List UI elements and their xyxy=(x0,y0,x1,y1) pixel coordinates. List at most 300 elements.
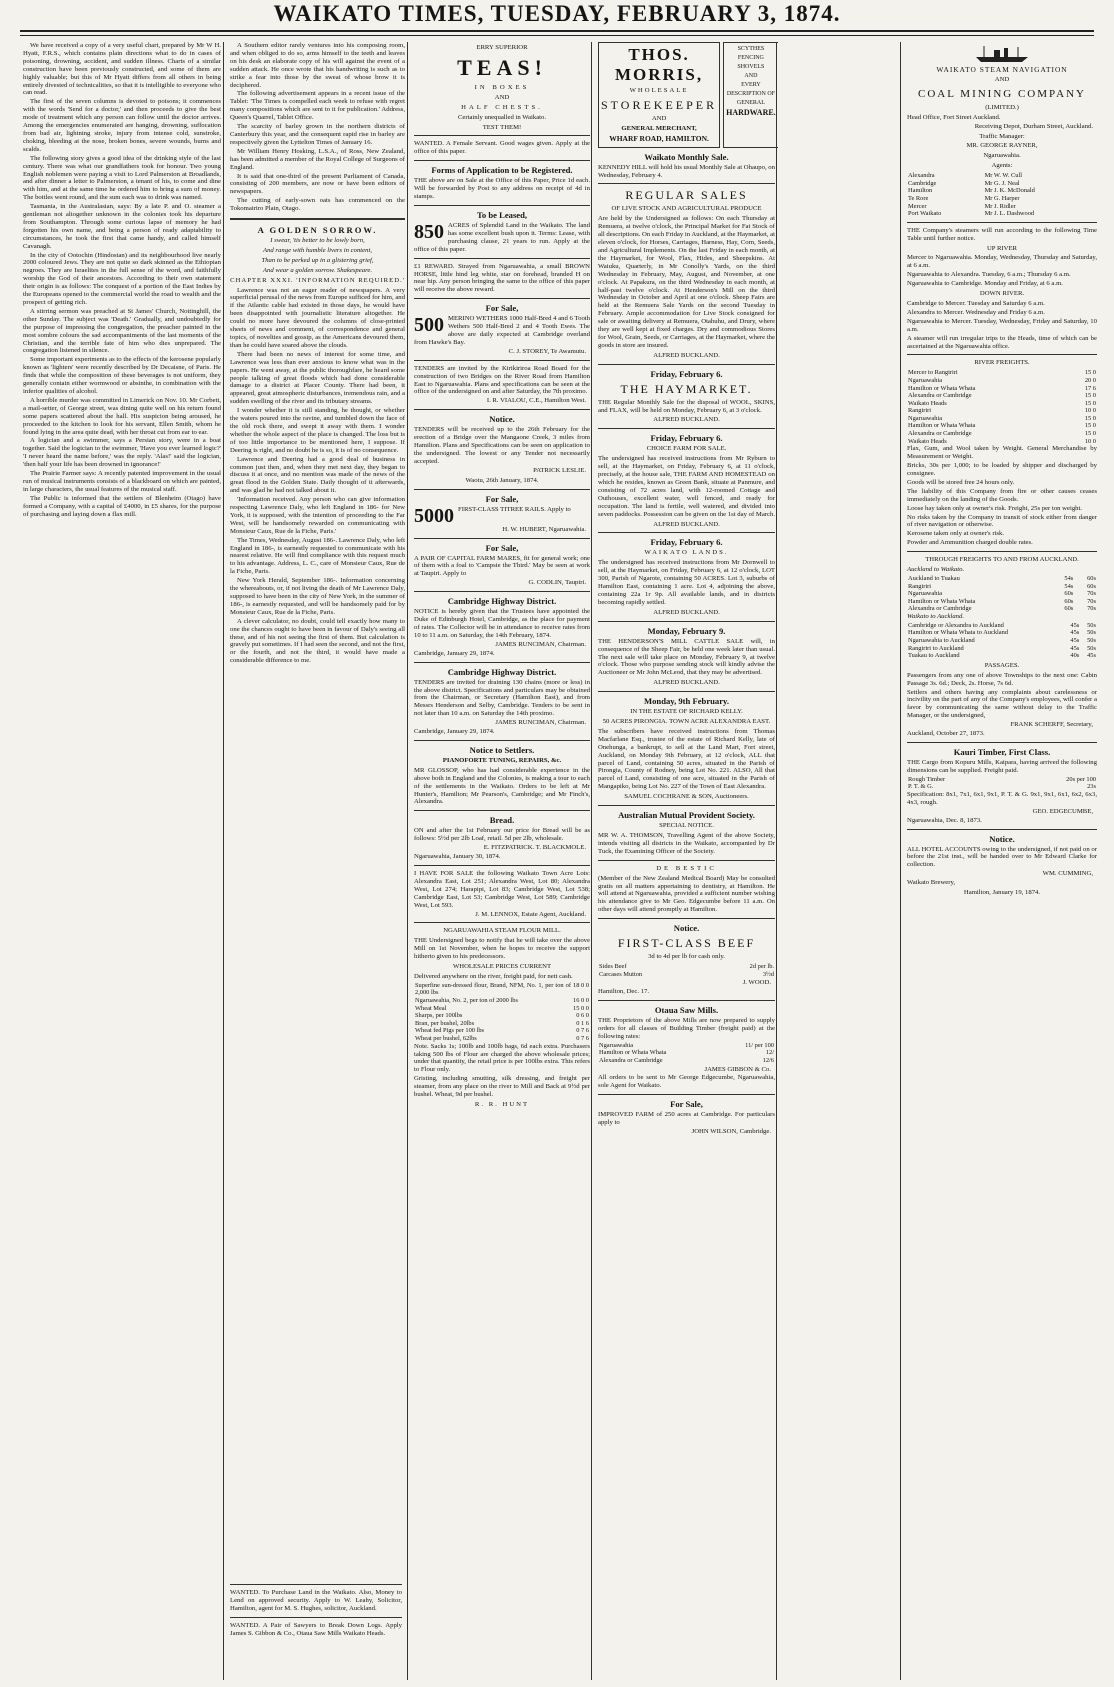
table-row xyxy=(414,997,590,1005)
ad-divider xyxy=(598,860,775,861)
ad-title: For Sale, xyxy=(485,542,519,553)
company-title: WAIKATO STEAM NAVIGATION xyxy=(936,65,1068,74)
through-heading: THROUGH FREIGHTS TO AND FROM AUCKLAND. xyxy=(925,556,1079,564)
through-route: Tuakau to Auckland xyxy=(908,652,960,660)
ad-body: Delivered anywhere on the river, freight paid, for nett cash. xyxy=(414,972,573,980)
sale-date: Friday, February 6. xyxy=(650,433,723,444)
agents-label: Agents: xyxy=(991,162,1013,170)
scythe-word: AND xyxy=(744,73,758,79)
through-measure: 45s xyxy=(1070,621,1080,629)
ad-title: Cambridge Highway District. xyxy=(447,596,557,607)
kauri-rates xyxy=(907,776,1097,791)
ad-subtitle: PIANOFORTE TUNING, REPAIRS, &c. xyxy=(442,756,562,764)
ad-divider xyxy=(230,1584,402,1585)
tender-ad: TENDERS are invited by the Kirikiriroa Road Board for the construction of two Bridges on the River Road from Hamilton East to Ngaruawahia. Plans and specifications can be seen at the office of the undersigned on and after Saturday, the 7th proximo. xyxy=(414,364,590,396)
table-row xyxy=(907,605,1097,613)
ad-body: MERINO WETHERS 1000 Half-Bred 4 and 6 Tooth Wethers 500 Half-Bred 2 and 4 Tooth Ewes. The above are daily expected at Cambridge overland from Hawke's Bay. xyxy=(414,315,590,346)
table-row xyxy=(907,415,1097,423)
table-row xyxy=(907,652,1097,660)
column-2 xyxy=(227,42,408,1682)
ad-title: Notice to Settlers. xyxy=(469,744,535,755)
scythe-word: FENCING xyxy=(737,55,764,61)
price-value: 0 6 0 xyxy=(576,1012,589,1020)
price-value: 18 0 0 xyxy=(573,981,589,989)
ad-subtitle: 3d to 4d per lb for cash only. xyxy=(648,953,725,961)
rails-number: 5000 xyxy=(414,504,454,527)
article-paragraph: The following advertisement appears in a recent issue of the Tablet: 'The Times is compelled each week to refuse with regret many compositions which are sent to it for publication.' Address, Queen's Quarrel, Tablet Office. xyxy=(230,90,405,122)
freight-rate: 10 0 xyxy=(1084,437,1096,445)
ad-divider xyxy=(230,1617,402,1618)
story-paragraph: A clever calculator, no doubt, could tell exactly how many to one the chances ought to have been in favour of Daly's seeing all these, and of his not seeing the first of them. But calculation is gravely put sometimes. If I had seen the second, and not the first, or the fourth, and not the third, it would have made a considerable difference to me. xyxy=(230,617,405,665)
timetable-line: A steamer will run irregular trips to the Heads, time of which can be ascertained at the Ngaruawahia office. xyxy=(907,334,1097,350)
freight-route: Waikato Heads xyxy=(908,399,947,407)
table-row xyxy=(907,637,1097,645)
sale-venue: THE HAYMARKET. xyxy=(620,381,753,396)
ad-divider xyxy=(907,551,1097,552)
timetable-heading: UP RIVER xyxy=(986,244,1018,252)
freight-route: Hamilton or Whata Whata xyxy=(908,384,976,392)
reward-ad: £1 REWARD. Strayed from Ngaruawahia, a small BROWN HORSE, little hind leg white, star on forehead, branded H on near hip. Any person bringing the same to the office of this paper will receive the above reward. xyxy=(414,262,590,294)
hardware-label: HARDWARE. xyxy=(726,108,776,117)
ad-divider xyxy=(414,409,590,410)
table-row xyxy=(907,369,1097,377)
ad-body: (Member of the New Zealand Medical Board) May be consulted gratis on all matters appertaining to dentistry, at Hamilton. He will attend at Ngaruawahia, provided a sufficient number wishing his attendance give to Mr Geo. Edgecumbe before 11 a.m. On other days will attend promptly at Hamilton. xyxy=(598,874,775,914)
table-row xyxy=(907,195,1097,203)
ad-title: For Sale, xyxy=(485,493,519,504)
auctioneer-name: ALFRED BUCKLAND. xyxy=(653,608,720,616)
ad-divider xyxy=(598,1094,775,1095)
agent-place: Te Rore xyxy=(908,194,929,202)
ad-divider xyxy=(598,621,775,622)
price-item: Wheat fed Pigs per 100 lbs xyxy=(415,1027,485,1035)
ad-body: Are held by the Undersigned as follows: On each Thursday at Remuera, at twelve o'clock, the Principal Market for Fat Stock of all descriptions. On each Friday in Auckland, at the Haymarket, at eleven o'clock, for Horses, Carriages, Harness, Hay, Corn, Seeds, and Agricultural Implements. On the last Friday in each month, at the Haymarket, for Wool, Flax, Hides, and Sheepskins. At Waiuku, Quarterly, in Mr Conolly's Yards, on the third Wednesday in February, May, August, and November, at one o'clock. At Papakura, on the third Wednesday in each month, at half-past twelve o'clock. At Henderson's Mill on the third Wednesday in October and April at one o'clock. Sheep Fairs are held at the Remuera Sale Yards on the second Tuesday in February. Ample accommodation for Live Stock consigned for sale or awaiting delivery at Remuera, Otahuhu, and Drury, where they are well kept at fixed charges. Dry and commodious Stores for Wool, Grain, Seeds, or Carriages, at the Haymarket, where the goods in store are insured. xyxy=(598,215,775,349)
table-row xyxy=(598,1049,775,1057)
through-weight: 70s xyxy=(1087,605,1096,613)
freight-rate: 10 0 xyxy=(1084,407,1096,415)
ad-divider xyxy=(907,742,1097,743)
wanted-ad: WANTED. A Female Servant. Good wages given. Apply at the office of this paper. xyxy=(414,140,590,156)
article-paragraph: A logician and a swimmer, says a Persian story, were in a boat together. Said the logician to the swimmer, 'Have you ever learned logic?' 'I never heard the name before,' was the reply. 'Alas!' said the logician, 'then half your life has been drowned in ignorance!' xyxy=(23,437,221,469)
table-row xyxy=(414,1020,590,1028)
wanted-ad: WANTED. To Purchase Land in the Waikato. Also, Money to Lend on approved security. Apply to W. Leahy, Solicitor, Hamilton, agent for M. S. Hughes, solicitor, Auckland. xyxy=(230,1589,402,1612)
freight-note: The liability of this Company from fire or other causes ceases immediately on the landing of the Goods. xyxy=(907,487,1097,503)
ad-title: For Sale, xyxy=(670,1099,703,1110)
table-row xyxy=(907,590,1097,598)
column-3 xyxy=(411,42,593,1682)
ad-body: Note. Sacks 1s; 100lb and 100lb bags, 6d each extra. Purchasers taking 500 lbs of Flour are charged the above wholesale prices; under that quantity, the retail price is per 100lbs extra. This refers to Flour only. xyxy=(414,1042,590,1074)
ad-body: NOTICE is hereby given that the Trustees have appointed the Duke of Edinburgh Hotel, Cambridge, as the place for payment of rates. The Collector will be in attendance to receive rates from 10 to 11 a.m. on Saturday, the 14th February, 1874. xyxy=(414,608,590,639)
manager-name: MR. GEORGE RAYNER, xyxy=(966,142,1038,150)
ad-signature: JAMES GIBBON & Co. xyxy=(704,1065,771,1073)
table-row xyxy=(907,622,1097,630)
freight-route: Ngaruawahia xyxy=(908,414,943,422)
sale-date: Friday, February 6. xyxy=(650,368,723,379)
ad-title: Bread. xyxy=(489,815,515,826)
company-coal: COAL MINING COMPANY xyxy=(918,87,1086,100)
ad-body: A PAIR OF CAPITAL FARM MARES, fit for general work; one of them with a foal to 'Campsie the Third.' May be seen at work at Taupiri. Apply to xyxy=(414,554,590,578)
ad-body: The undersigned has received instructions from Mr Dornwell to sell, at the Haymarket, on Friday, February 6, at 12 o'clock, LOT 300, Parish of Ngarote, containing 50 ACRES. Lot 3, suburbs of Hamilton East, containing 1 acre. Lot 4, adjoining the above, containing 22a 1r 9p. All available lands, and in districts becoming rapidly settled. xyxy=(598,559,775,606)
rate-place: Hamilton or Whata Whata xyxy=(599,1049,667,1057)
table-row xyxy=(907,400,1097,408)
ad-date: Cambridge, January 29, 1874. xyxy=(414,649,495,657)
agent-name: Mr J. L. Dashwood xyxy=(984,210,1035,218)
through-subheading: Waikato to Auckland. xyxy=(907,612,965,620)
table-row xyxy=(907,377,1097,385)
table-row xyxy=(907,583,1097,591)
ad-signature: J. WOOD. xyxy=(742,979,771,987)
through-weight: 50s xyxy=(1087,637,1096,644)
kauri-item: Rough Timber xyxy=(908,775,946,783)
through-measure: 60s xyxy=(1064,605,1074,613)
ad-body: Specification: 8x1, 7x1, 6x1, 9x1, P. T. & G. 9x1, 9x1, 6x1, 6x2, 6x3, 4x3, rough. xyxy=(907,790,1097,806)
morris-ad xyxy=(598,42,720,148)
price-value: 0 7 6 xyxy=(576,1035,589,1043)
agent-name: Mr G. Harper xyxy=(984,194,1020,202)
ad-signature: G. CODLIN, Taupiri. xyxy=(528,579,586,587)
ad-title: To be Leased, xyxy=(476,209,528,220)
poem-line: Than to be perked up in a glistering grief, xyxy=(261,256,374,264)
beef-price: 3½d xyxy=(762,970,774,978)
ad-divider xyxy=(598,364,775,365)
ad-signature: H. W. HUBERT, Ngaruawahia. xyxy=(502,525,586,533)
ad-body: THE Cargo from Kopuru Mills, Kaipara, having arrived the following dimensions can be supplied. Freight paid. xyxy=(907,758,1097,774)
ad-body: FIRST-CLASS TITREE RAILS. Apply to xyxy=(458,505,571,513)
kauri-price: 23s xyxy=(1087,783,1096,791)
through-weight: 50s xyxy=(1087,644,1096,652)
ad-date: Auckland, October 27, 1873. xyxy=(907,730,985,738)
ad-body: TENDERS will be received up to the 26th February for the erection of a Bridge over the Mangaone Creek, 3 miles from Hamilton. Plans and Specifications can be seen on application to the undersigned. The lowest or any Tender not necessarily accepted. xyxy=(414,426,590,465)
chapter-heading: CHAPTER XXXI. 'INFORMATION REQUIRED.' xyxy=(230,276,405,284)
freight-rate: 15 0 xyxy=(1084,392,1096,400)
passages-heading: PASSAGES. xyxy=(984,661,1020,669)
table-row xyxy=(907,783,1097,791)
price-item: Wheat Meal xyxy=(415,1004,447,1012)
ad-body: The subscribers have received instructions from Thomas Macfarlane Esq., trustee of the estate of Richard Kelly, late of Onehunga, a bankrupt, to sell at the Land Mart, Fort street, Auckland, on Monday 9th February, at 12 o'clock, ALL that parcel of Land, containing 50 acres, situated in the Parish of Pirongia, County of Rodney, being Lot No. 221. ALSO, All that parcel of Land, consisting of one acre, situated in the Parish of Mangapiko, being Lot No. 227 of the Town of East Alexandra. xyxy=(598,727,775,791)
ad-title: Notice. xyxy=(989,833,1015,844)
agent-place: Mercer xyxy=(908,202,927,210)
ad-signature: SAMUEL COCHRANE & SON, Auctioneers. xyxy=(624,793,749,801)
wanted-ads-block xyxy=(230,1580,402,1639)
sale-date: Monday, February 9. xyxy=(647,625,726,636)
ad-divider xyxy=(414,160,590,161)
article-paragraph: A Southern editor rarely ventures into his composing room, and when obliged to do so, arms himself to the teeth and leaves on his desk an elaborate copy of his will against the event of a sudden attack. He once wrote that his handwriting is such as to strike a fear into those by the sweat of whose brow it is deciphered. xyxy=(230,42,405,89)
agent-name: Mr W. W. Cull xyxy=(984,172,1023,180)
ad-body: I HAVE FOR SALE the following Waikato Town Acre Lots: Alexandra East, Lot 251; Alexandra West, Lot 80; Alexandra West, Lot 274; Harapipi, Lot 83; Cambridge West, Lot 538; Cambridge East, Lot 53; Cambridge West, Lot 589; Cambridge West, Lot 593. xyxy=(414,870,590,909)
ad-divider xyxy=(414,662,590,663)
ad-divider xyxy=(414,258,590,259)
through-measure: 60s xyxy=(1064,597,1074,605)
scythe-word: SHOVELS xyxy=(737,64,765,70)
ad-divider xyxy=(598,183,775,184)
ad-title: Australian Mutual Provident Society. xyxy=(618,810,755,821)
story-paragraph: There had been no news of interest for some time, and Lawrence was less than ever anxious to know what was in the papers. He went away, at the public thoroughfare, he heard some people talking of great floods which had done considerable damage to a district at Placer County. There had been, it appeared, great atmospheric disturbances, tremendous rain, and a sudden swelling of the river and its tributary streams. xyxy=(230,350,405,406)
merchant-address: WHARF ROAD, HAMILTON. xyxy=(609,133,709,143)
table-row xyxy=(907,430,1097,438)
article-paragraph: The cutting of early-sown oats has commenced on the Tokomairiro Plain, Otago. xyxy=(230,197,405,213)
teas-headline: TEAS! xyxy=(457,54,547,80)
ad-date: Cambridge, January 29, 1874. xyxy=(414,728,495,736)
ad-title: For Sale, xyxy=(485,303,519,314)
ad-divider xyxy=(414,865,590,866)
ad-divider xyxy=(414,205,590,206)
company-limited: (LIMITED.) xyxy=(985,103,1019,111)
through-measure: 45s xyxy=(1070,644,1080,652)
ad-place: Waikato Brewery, xyxy=(907,879,956,887)
auctioneer-name: ALFRED BUCKLAND. xyxy=(653,679,720,687)
table-row xyxy=(907,203,1097,211)
teas-note: Certainly unequalled in Waikato. xyxy=(457,113,547,121)
ad-divider xyxy=(414,489,590,490)
teas-line: AND xyxy=(494,93,510,101)
beef-item: Carcases Mutton xyxy=(599,970,643,978)
freight-note: Loose hay taken only at owner's risk. Freight, 25s per ton weight. xyxy=(907,504,1083,512)
article-paragraph: A horrible murder was committed in Limerick on Nov. 10. Mr Corbett, a mail-setter, of George street, was dining quite well on his return found some papers scattered about the hall. His suspicion being aroused, he proceeded to the kitchen to look for his servant, Ellen Smith, whom he found lying in the area quite dead, with her throat cut from ear to ear. xyxy=(23,396,221,436)
price-item: Bran, per bushel, 20lbs xyxy=(415,1019,475,1027)
through-weight: 50s xyxy=(1087,629,1096,637)
ad-body: ACRES of Splendid Land in the Waikato. The land has some excellent bush upon it. Terms: Lease, with purchasing clause, 21 years to run. Apply at the office of this paper. xyxy=(414,221,590,253)
freight-note: Kerosene taken only at owner's risk. xyxy=(907,530,1005,538)
table-row xyxy=(907,172,1097,180)
company-and: AND xyxy=(994,75,1010,83)
ad-title: Forms of Application to be Registered. xyxy=(431,165,573,176)
freight-route: Waikato Heads xyxy=(908,437,947,445)
article-paragraph: Tasmania, in the Australasian, says: By a late P. and O. steamer a gentleman not altogether unknown in the colonies took his departure from Southampton. Through some curious lapse of memory he had forgotten his own name, and being a person of ready adaptability to circumstances, he took the first that came handy, and called himself Cavanagh. xyxy=(23,203,221,250)
ad-body: THE Proprietors of the above Mills are now prepared to supply orders for all classes of Building Timber (freight paid) at the following rates: xyxy=(598,1017,775,1040)
ad-divider xyxy=(598,428,775,429)
scythe-word: EVERY DESCRIPTION OF xyxy=(726,82,775,97)
through-measure: 45s xyxy=(1070,637,1080,644)
article-paragraph: Some important experiments as to the effects of the kerosene popularly known as 'lighters' were recently described by Dr Decaisne, of Paris. He finds that while the composition of these beverages is not uniform, they generally contain either wormwood or absinthe, in combination with the inferior qualities of alcohol. xyxy=(23,356,221,395)
through-measure: 45s xyxy=(1070,629,1080,637)
ad-subtitle: WAIKATO LANDS. xyxy=(644,549,729,557)
teas-header: ERRY SUPERIOR xyxy=(476,44,528,51)
through-weight: 60s xyxy=(1087,582,1096,590)
ad-divider xyxy=(598,805,775,806)
kauri-item: P. T. & G. xyxy=(908,783,934,791)
rate-value: 11/ per 100 xyxy=(745,1041,774,1049)
freight-route: Hamilton or Whata Whata xyxy=(908,422,976,430)
kauri-price: 20s per 100 xyxy=(1066,775,1096,783)
ad-divider xyxy=(414,135,590,136)
ad-date: Hamilton, January 19, 1874. xyxy=(963,889,1041,897)
ad-body: The undersigned has received instructions from Mr Ryburn to sell, at the Haymarket, on Friday, February 6, at 11 o'clock, precisely, at the house sale, THE FARM AND HOMESTEAD on which he resides, known as Green Bank, situate at Panmure, and consisting of 72 acres land, with 12-roomed Cottage and Outhouses, excellent water, well fenced, and ready for occupation. The land is fertile, well watered, and divided into seven paddocks. Possession can be given on the 1st day of March. xyxy=(598,455,775,518)
table-row xyxy=(598,963,775,971)
freight-note: Powder and Ammunition charged double rates. xyxy=(907,539,1033,547)
through-weight: 60s xyxy=(1087,574,1096,582)
rate-value: 12/6 xyxy=(762,1056,774,1064)
through-subheading: Auckland to Waikato. xyxy=(907,566,965,574)
story-paragraph: Lawrence and Deering had a good deal of business in common just then, and, when they met next day, they began to discuss it at once, and no mention was made of the news of the great flood in the Golden State. Daily thought of it afterwards, and was glad he had not talked about it. xyxy=(230,455,405,495)
masthead-title: WAIKATO TIMES, TUESDAY, FEBRUARY 3, 1874. xyxy=(273,1,841,26)
head-office: Head Office, Fort Street Auckland. xyxy=(907,113,1001,121)
timetable-line: Mercer to Ngaruawahia. Monday, Wednesday, Thursday and Saturday, at 6 a.m. xyxy=(907,254,1097,270)
timetable-line: Ngaruawahia to Alexandra. Tuesday, 6 a.m.; Thursday 6 a.m. xyxy=(907,271,1071,279)
ad-date: Ngaruawahia, Dec. 8, 1873. xyxy=(907,816,982,824)
freight-route: Alexandra or Cambridge xyxy=(908,430,972,438)
timetable-line: Alexandra to Mercer. Wednesday and Friday 6 a.m. xyxy=(907,308,1045,316)
article-paragraph: The first of the seven columns is devoted to poisons; it commences with the words 'Send for a doctor,' and then proceeds to give the best mode of treatment which any person can follow until the doctor arrives. Among the emergencies enumerated are hanging, drowning, suffocation from bad air, lightning stroke, injury from intense cold, sunstroke, choking, bleeding at the nose, broken bones, severe wounds, burns and scalds. xyxy=(23,98,221,153)
agent-place: Hamilton xyxy=(908,187,933,195)
scythe-word: GENERAL xyxy=(736,100,765,106)
rate-value: 12/ xyxy=(765,1049,774,1057)
table-row xyxy=(414,1035,590,1043)
column-1 xyxy=(20,42,224,1682)
lease-number: 850 xyxy=(414,220,444,243)
beef-price: 2d per lb. xyxy=(749,963,774,971)
ad-body: All orders to be sent to Mr George Edgecumbe, Ngaruawahia, sole Agent for Waikato. xyxy=(598,1074,775,1090)
column-4 xyxy=(595,42,778,1682)
agent-name: Mr J. Ridler xyxy=(984,202,1016,210)
ad-divider xyxy=(414,810,590,811)
agent-place: Port Waikato xyxy=(908,210,942,218)
story-paragraph: New York Herald, September 186-. Information concerning the whereabouts, or, if not living the death of Mr Lawrence Daly, supposed to have been in the city of New York, in the summer of 186-, is earnestly requested, and will be handsomely paid for by Monsieur Caux, Rue de la Fiche, Paris. xyxy=(230,577,405,616)
through-from-table xyxy=(907,622,1097,660)
price-value: 0 7 6 xyxy=(576,1027,589,1035)
ad-date: Hamilton, Dec. 17. xyxy=(598,988,650,996)
article-paragraph: In the city of Ootochin (Hindostan) and its neighbourhood live nearly 2000 coloured Jews. They are not quite so dark skinned as the Ethiopian negroes. They are Israelites in the full sense of the word, and faithfully worship the God of their ancestors. According to their own statement their origin is as follows: The conquest of a portion of the East Indies by the Europeans opened to the commercial world the road to wealth and the prospect of getting rich. xyxy=(23,251,221,306)
ad-title: DE BESTIC xyxy=(656,864,717,872)
ad-body: THE HENDERSON'S MILL CATTLE SALE will, in consequence of the Sheep Fair, be held one week later than usual. The next sale will take place on Monday, February 9, at twelve o'clock. Those who purpose sending stock will kindly advise the Auctioneer or Mr John McLeod, that they may be advertised. xyxy=(598,637,775,677)
ad-title: REGULAR SALES xyxy=(625,188,748,203)
table-row xyxy=(414,1027,590,1035)
ad-signature: I. R. VIALOU, C.E., Hamilton West. xyxy=(486,397,586,405)
price-item: Superfine sun-dressed flour, Brand, NFM, No. 1, per ton of 2,000 lbs xyxy=(415,981,572,997)
ad-body: KENNEDY HILL will hold his usual Monthly Sale at Ohaupo, on Wednesday, February 4. xyxy=(598,163,775,179)
ad-divider xyxy=(414,538,590,539)
freight-rate: 20 0 xyxy=(1084,376,1096,384)
through-route: Rangiriri to Auckland xyxy=(908,644,964,652)
article-paragraph: The Prairie Farmer says: A recently patented improvement in the usual run of musical instruments consists of a blackboard on which are painted, in large characters, the usual features of the musical staff. xyxy=(23,470,221,493)
through-measure: 40s xyxy=(1070,652,1080,660)
ad-body: THE Regular Monthly Sale for the disposal of WOOL, SKINS, and FLAX, will be held on Monday, February 6, at 3 o'clock. xyxy=(598,398,775,414)
auctioneer-name: ALFRED BUCKLAND. xyxy=(653,520,720,528)
ad-signature: E. FITZPATRICK. T. BLACKMOLE. xyxy=(483,844,586,852)
manager-place: Ngaruawahia. xyxy=(983,152,1021,160)
ad-signature: JAMES RUNCIMAN, Chairman. xyxy=(495,719,586,727)
article-paragraph: The scarcity of barley grown in the northern districts of Canterbury this year, and the consequent rapid rise in barley are respectively given the Lyttelton Times of January 16. xyxy=(230,123,405,146)
column-5 xyxy=(904,42,1100,1682)
merchant-name: THOS. MORRIS, xyxy=(614,45,704,84)
ad-subtitle: IN THE ESTATE OF RICHARD KELLY. xyxy=(630,708,743,716)
through-route: Hamilton or Whata Whata to Auckland xyxy=(908,629,1009,637)
through-measure: 60s xyxy=(1064,590,1074,598)
scythes-ad xyxy=(723,42,778,148)
through-route: Hamilton or Whata Whata xyxy=(908,597,976,605)
ad-title: Kauri Timber, First Class. xyxy=(953,746,1051,757)
ad-divider xyxy=(414,298,590,299)
merchant-trade: STOREKEEPER xyxy=(601,97,718,112)
table-row xyxy=(907,645,1097,653)
ad-divider xyxy=(598,691,775,692)
freight-rate: 15 0 xyxy=(1084,430,1096,438)
table-row xyxy=(414,1012,590,1020)
ad-body: ALL HOTEL ACCOUNTS owing to the undersigned, if not paid on or before the 21st inst., will be handed over to Mr Edward Clarke for collection. xyxy=(907,845,1097,869)
ad-subtitle: 50 ACRES PIRONGIA. TOWN ACRE ALEXANDRA EAST. xyxy=(602,718,771,726)
timetable-line: Ngaruawahia to Mercer. Tuesday, Wednesday, Friday and Saturday, 10 a.m. xyxy=(907,317,1097,333)
section-divider xyxy=(230,218,405,220)
beef-prices xyxy=(598,963,775,978)
table-row xyxy=(907,407,1097,415)
story-paragraph: The Times, Wednesday, August 186-. Lawrence Daly, who left England in 186-, is earnestly requested to communicate with his nearest relative. He will find compliance with this request much to his advantage. Address, L. C., care of Monsieur Caux, Rue de la Fiche, Paris. xyxy=(230,536,405,576)
table-row xyxy=(907,180,1097,188)
freight-rate: 15 0 xyxy=(1084,369,1096,377)
article-paragraph: The Public is informed that the settlers of Blenheim (Otago) have formed a Company, with a capital of £4000, in £5 shares, for the purpose of purchasing and laying down a flax mill. xyxy=(23,494,221,518)
ad-subtitle: OF LIVE STOCK AND AGRICULTURAL PRODUCE xyxy=(611,205,762,213)
agent-place: Cambridge xyxy=(908,179,937,187)
ad-divider xyxy=(907,222,1097,223)
table-row xyxy=(907,776,1097,784)
price-item: Wheat per bushel, 62lbs xyxy=(415,1035,477,1043)
beef-item: Sides Beef xyxy=(599,963,627,971)
morris-scythes-row xyxy=(598,42,775,148)
teas-line: IN BOXES xyxy=(474,83,530,91)
table-row xyxy=(907,385,1097,393)
sale-date: Friday, February 6. xyxy=(650,537,723,548)
merchant-line: GENERAL MERCHANT, xyxy=(621,124,697,132)
poem-line: And wear a golden sorrow. Shakespeare. xyxy=(262,266,373,274)
freights-table xyxy=(907,369,1097,445)
ad-signature: GEO. EDGECUMBE, xyxy=(1032,807,1093,815)
freight-rate: 15 0 xyxy=(1084,422,1096,430)
article-paragraph: Mr William Henry Hosking, L.S.A., of Ross, New Zealand, has been admitted a member of the Royal College of Surgeons of England. xyxy=(230,147,405,171)
teas-line: HALF CHESTS. xyxy=(461,103,543,111)
story-paragraph: Lawrence was not an eager reader of newspapers. A very superficial perusal of the news from Europe sufficed for him, and if the Atlantic cable had existed in those days, he would have been disappointed with journalistic literature altogether. He could no more have devoured the columns of close-printed sheets of news and comment, of correspondence and general topics, of novelties and gossip, as the Americans devoured them, than he could have soared above the clouds. xyxy=(230,286,405,349)
article-paragraph: We have received a copy of a very useful chart, prepared by Mr W H. Hyatt, F.R.S., which contains plain directions what to do in cases of poisoning, drowning, accident, and sudden illness. Charts of a similar construction have been previously constructed, and some of them are highly valuable; but this of Mr Hyatt differs from all others in being entirely divested of technicalities, so that it is intelligible to everyone who can read. xyxy=(23,42,221,97)
agents-table xyxy=(907,172,1097,218)
ad-body: IMPROVED FARM of 250 acres at Cambridge. For particulars apply to xyxy=(598,1111,775,1127)
merchant-line: WHOLESALE xyxy=(629,87,689,94)
traffic-manager-label: Traffic Manager: xyxy=(979,132,1025,140)
table-row xyxy=(907,392,1097,400)
freight-route: Mercer to Rangiriri xyxy=(908,369,958,377)
prices-table xyxy=(414,982,590,1043)
table-row xyxy=(907,575,1097,583)
ad-body: TENDERS are invited for draining 130 chains (more or less) in the above district. Specifications and particulars may be obtained from the Chairman, or Secretary (Hamilton East), and from Messrs Henderson and Selby, Cambridge. Tenders to be sent in not later than 10 a.m. on Saturday the 14th proximo. xyxy=(414,678,590,718)
freight-route: Rangiriri xyxy=(908,407,932,415)
ad-body: MR W. A. THOMSON, Travelling Agent of the above Society, intends visiting all districts in the Waikato, accompanied by Dr Tuck, the Examining Officer of the Society. xyxy=(598,832,775,855)
story-paragraph: I wonder whether it is still standing, he thought, or whether the waters poured into the ravine, and tumbled down the face of the old rock there, and swept it away with them. I wonder whether the whole aspect of the place is changed. The loss but is of too little importance to be mentioned here, I suppose. If Deering is right, and no doubt he is so, it is of no consequence. xyxy=(230,407,405,454)
story-paragraph: 'Information received. Any person who can give information respecting Lawrence Daly, who left England in 186- for New York, it is supposed, with the intention of proceeding to the Far West, will be handsomely rewarded on communicating with Monsieur Caux, Rue de la Fiche, Paris.' xyxy=(230,496,405,535)
serial-title: A GOLDEN SORROW. xyxy=(257,225,378,236)
ad-divider xyxy=(414,591,590,592)
table-row xyxy=(907,598,1097,606)
table-row xyxy=(598,1042,775,1050)
passages-body: Passengers from any one of above Townships to the next one: Cabin Passage 3s. 6d.; Deck, 2s. Horse, 7s 6d. xyxy=(907,671,1097,687)
ad-signature: PATRICK LESLIE. xyxy=(533,466,586,474)
ad-title: Notice. xyxy=(673,923,700,934)
ad-divider xyxy=(414,922,590,923)
rate-place: Alexandra or Cambridge xyxy=(599,1056,663,1064)
through-weight: 45s xyxy=(1087,652,1096,660)
rate-place: Ngaruawahia xyxy=(599,1041,634,1049)
ad-divider xyxy=(598,1000,775,1001)
ad-signature: FRANK SCHERFF, Secretary, xyxy=(1010,721,1093,729)
table-row xyxy=(414,1005,590,1013)
receiving-depot: Receiving Depot, Durham Street, Auckland. xyxy=(974,122,1093,130)
steamer-icon xyxy=(972,44,1032,64)
ad-date: Ngaruawahia, January 30, 1874. xyxy=(414,853,501,861)
ad-body: Gristing, including smutting, silk dressing, and freight per steamer, from any place on the river to Mill and Back at 9½d per bushel. Wheat, 9d per bushel. xyxy=(414,1075,590,1099)
freight-rate: 17 6 xyxy=(1084,384,1096,392)
ad-subtitle: CHOICE FARM FOR SALE. xyxy=(646,445,727,453)
masthead-rule-top xyxy=(20,30,1094,32)
freight-note: No risks taken by the Company in transit of stock either from danger of river navigation or otherwise. xyxy=(907,513,1097,529)
through-weight: 50s xyxy=(1087,621,1096,629)
ad-divider xyxy=(907,829,1097,830)
ad-signature: JOHN WILSON, Cambridge. xyxy=(691,1128,771,1136)
ad-subtitle: WHOLESALE PRICES CURRENT xyxy=(452,963,552,971)
price-value: 0 1 6 xyxy=(576,1019,589,1027)
